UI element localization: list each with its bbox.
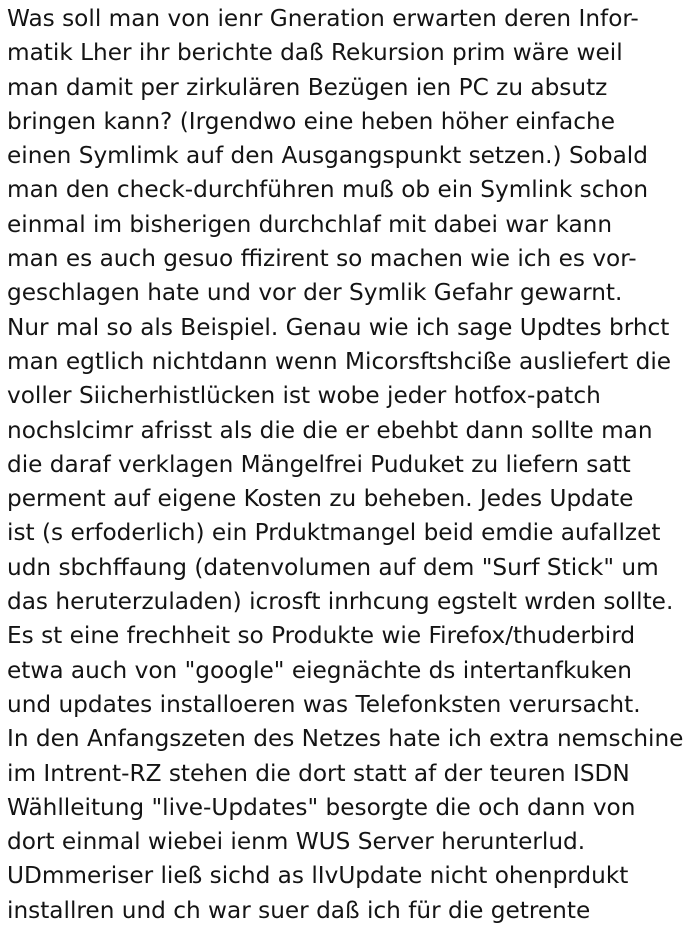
text-line-26: UDmmeriser ließ sichd as lIvUpdate nicht ohenprdukt (7, 862, 629, 890)
text-line-25: dort einmal wiebei ienm WUS Server herunterlud. (7, 828, 586, 856)
text-line-10: Nur mal so als Beispiel. Genau wie ich sage Updtes brhct (7, 313, 670, 341)
text-line-19: Es st eine frechheit so Produkte wie Firefox/thuderbird (7, 622, 636, 650)
document-body (7, 2, 683, 928)
text-line-21: und updates installoeren was Telefonksten verursacht. (7, 690, 641, 718)
text-line-9: geschlagen hate und vor der Symlik Gefahr gewarnt. (7, 279, 623, 307)
text-line-24: Wählleitung "live-Updates" besorgte die och dann von (7, 793, 636, 821)
text-line-12: voller Siicherhistlücken ist wobe jeder hotfox-patch (7, 382, 601, 410)
text-line-8: man es auch gesuo ffizirent so machen wie ich es vor- (7, 245, 637, 273)
text-line-3: man damit per zirkulären Bezügen ien PC zu absutz (7, 73, 608, 101)
text-line-22: In den Anfangszeten des Netzes hate ich extra nemschine (7, 725, 684, 753)
text-line-5: einen Symlimk auf den Ausgangspunkt setzen.) Sobald (7, 142, 648, 170)
text-line-18: das heruterzuladen) icrosft inrhcung egstelt wrden sollte. (7, 588, 674, 616)
text-line-27: installren und ch war suer daß ich für die getrente (7, 896, 591, 924)
text-line-23: im Intrent-RZ stehen die dort statt af der teuren ISDN (7, 759, 630, 787)
text-line-20: etwa auch von "google" eiegnächte ds intertanfkuken (7, 656, 632, 684)
text-line-15: perment auf eigene Kosten zu beheben. Jedes Update (7, 485, 634, 513)
text-line-1: Was soll man von ienr Gneration erwarten deren Infor- (7, 5, 639, 32)
text-line-4: bringen kann? (Irgendwo eine heben höher einfache (7, 107, 615, 135)
text-line-7: einmal im bisherigen durchchlaf mit dabei war kann (7, 210, 613, 238)
text-line-13: nochslcimr afrisst als die die er ebehbt dann sollte man (7, 416, 653, 444)
text-line-2: matik Lher ihr berichte daß Rekursion prim wäre weil (7, 39, 623, 67)
text-line-11: man egtlich nichtdann wenn Micorsftshcißе ausliefert die (7, 347, 672, 375)
text-line-16: ist (s erfoderlich) ein Prduktmangel beid emdie aufallzet (7, 519, 661, 547)
text-line-17: udn sbchffaung (datenvolumen auf dem "Surf Stick" um (7, 553, 659, 581)
text-line-14: die daraf verklagen Mängelfrei Puduket zu liefern satt (7, 450, 631, 478)
text-line-6: man den check-durchführen muß ob ein Symlink schon (7, 176, 649, 204)
